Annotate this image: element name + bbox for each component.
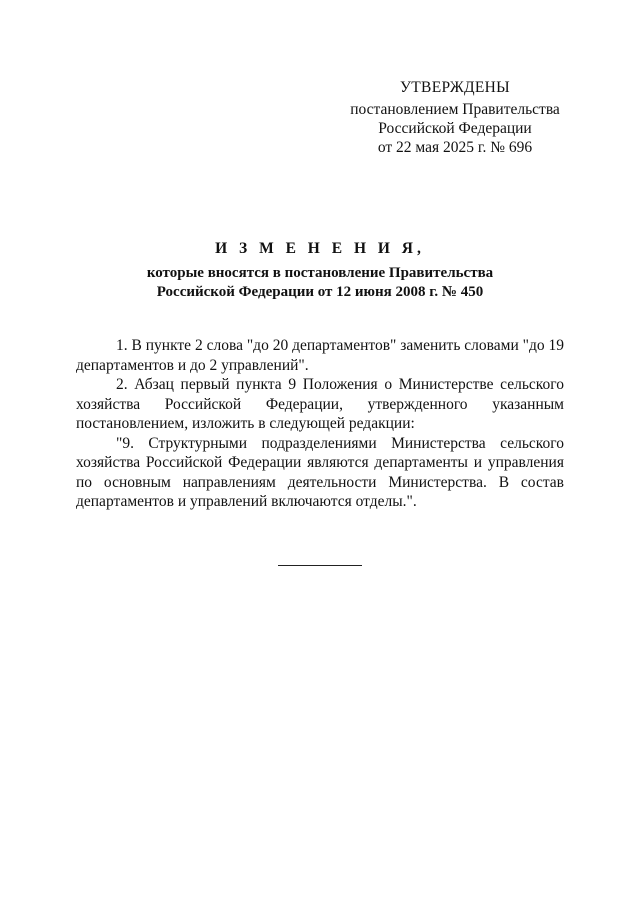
- subtitle-line-1: которые вносятся в постановление Правительства: [146, 265, 494, 281]
- paragraph-3: "9. Структурными подразделениями Министерства сельского хозяйства Российской Федерации являются департаменты и управления по основным направлениям деятельности Министерства. В состав департаментов и управлений включаются отделы.".: [76, 434, 564, 510]
- approved-authority-line: Российской Федерации: [378, 120, 532, 137]
- approval-stamp: [340, 78, 570, 157]
- subtitle-line-2: Российской Федерации от 12 июня 2008 г. № 450: [156, 284, 484, 300]
- document-title: И З М Е Н Е Н И Я,: [215, 240, 425, 257]
- approved-by-line: постановлением Правительства: [350, 101, 560, 118]
- paragraph-1: 1. В пункте 2 слова "до 20 департаментов" заменить словами "до 19 департаментов и до 2 управлений".: [76, 337, 564, 374]
- approved-date-line: от 22 мая 2025 г. № 696: [377, 139, 533, 156]
- paragraph-2: 2. Абзац первый пункта 9 Положения о Министерстве сельского хозяйства Российской Федерации, утвержденного указанным постановлением, изложить в следующей редакции:: [76, 376, 564, 432]
- approved-label: УТВЕРЖДЕНЫ: [400, 79, 510, 96]
- document-body: [76, 336, 564, 512]
- end-divider-line: [278, 565, 362, 566]
- document-subtitle: [70, 264, 570, 302]
